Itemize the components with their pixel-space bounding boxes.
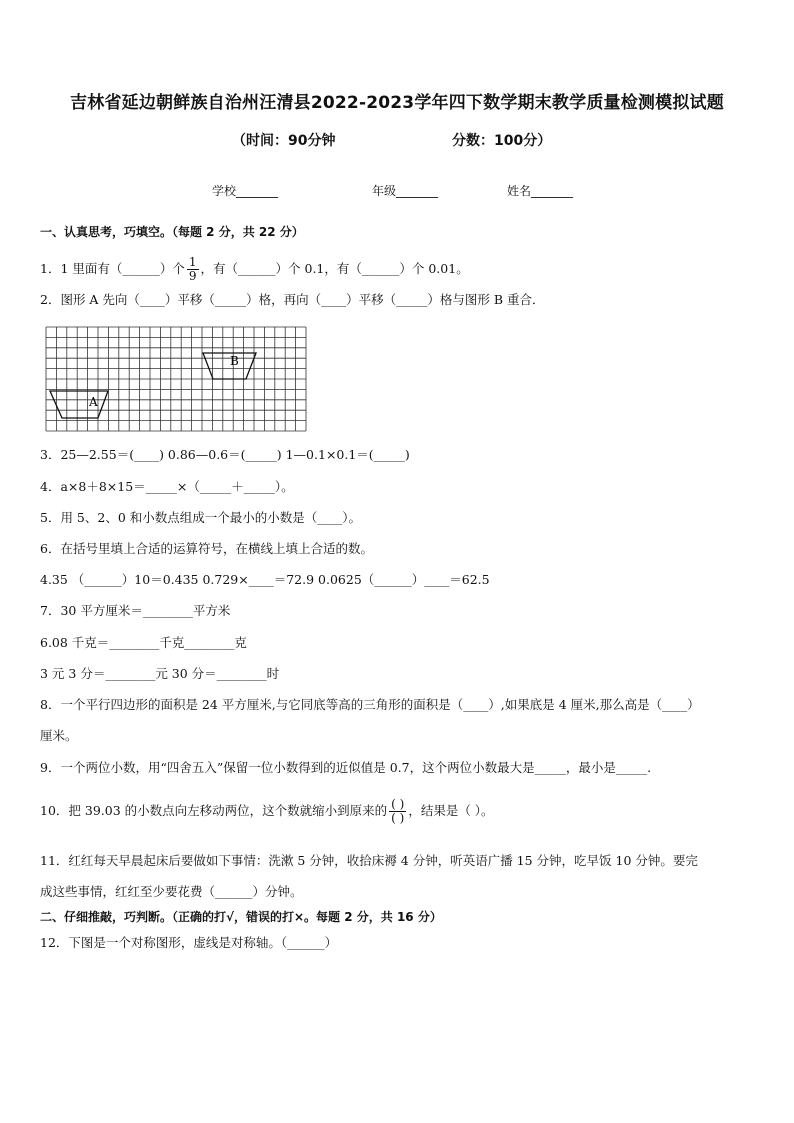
question-7-line-3: 3 元 3 分＝________元 30 分＝________时 [40, 666, 280, 681]
question-12: 12．下图是一个对称图形，虚线是对称轴。（______） [40, 935, 338, 950]
q10-fraction [389, 798, 406, 825]
section-2-heading: 二、仔细推敲，巧判断。（正确的打√，错误的打×。每题 2 分，共 16 分） [40, 910, 442, 924]
shape-a-trapezoid [50, 391, 108, 418]
q10-part-b: ，结果是（ ）。 [408, 803, 494, 818]
q10-part-a: 10．把 39.03 的小数点向左移动两位，这个数就缩小到原来的 [40, 803, 388, 818]
question-8-line-1: 8．一个平行四边形的面积是 24 平方厘米,与它同底等高的三角形的面积是（____）,如果底是 4 厘米,那么高是（____） [40, 697, 700, 712]
shape-a-label: A [89, 395, 98, 409]
q1-fraction-numerator: 1 [188, 255, 197, 269]
grade-field[interactable]: 年级_______ [372, 184, 439, 198]
question-3: 3．25—2.55＝(____) 0.86—0.6＝(_____) 1—0.1×0.1＝(_____) [40, 447, 410, 462]
question-11-line-2: 成这些事情，红红至少要花费（______）分钟。 [40, 884, 303, 899]
question-10 [40, 798, 494, 825]
exam-title: 吉林省延边朝鲜族自治州汪清县2022-2023学年四下数学期末教学质量检测模拟试题 [70, 93, 724, 113]
q1-fraction [187, 256, 199, 283]
q1-part-a: 1．1 里面有（______）个 [40, 261, 185, 276]
grid-lines [46, 327, 306, 431]
name-field[interactable]: 姓名_______ [507, 184, 574, 198]
question-6-equations: 4.35 （______）10＝0.435 0.729×____＝72.9 0.0625（______）____＝62.5 [40, 572, 490, 587]
question-7-line-2: 6.08 千克＝________千克________克 [40, 635, 247, 650]
question-4: 4．a×8＋8×15＝_____×（_____＋_____）。 [40, 479, 294, 494]
school-field[interactable]: 学校_______ [212, 184, 279, 198]
question-7-line-1: 7．30 平方厘米＝________平方米 [40, 603, 231, 618]
q10-fraction-denominator: ( ) [391, 811, 405, 825]
q10-fraction-numerator: ( ) [391, 797, 405, 811]
q1-fraction-denominator: 9 [188, 269, 197, 283]
question-1 [40, 256, 469, 283]
question-2: 2．图形 A 先向（____）平移（_____）格，再向（____）平移（_____）格与图形 B 重合． [40, 292, 545, 307]
exam-score: 分数：100分） [452, 133, 552, 149]
question-8-line-2: 厘米。 [40, 728, 78, 743]
question-9: 9．一个两位小数，用“四舍五入”保留一位小数得到的近似值是 0.7，这个两位小数最大是_____，最小是_____. [40, 760, 652, 775]
exam-time: （时间：90分钟 [232, 133, 336, 149]
section-1-heading: 一、认真思考，巧填空。（每题 2 分，共 22 分） [40, 225, 304, 239]
shape-b-label: B [230, 354, 239, 368]
grid-svg [45, 326, 309, 432]
q1-part-b: ，有（______）个 0.1，有（______）个 0.01。 [200, 261, 469, 276]
question-11-line-1: 11．红红每天早晨起床后要做如下事情：洗漱 5 分钟，收拾床褥 4 分钟，听英语广播 15 分钟，吃早饭 10 分钟。要完 [40, 853, 698, 868]
translation-grid-figure [45, 326, 309, 436]
question-6: 6．在括号里填上合适的运算符号，在横线上填上合适的数。 [40, 541, 373, 556]
question-5: 5．用 5、2、0 和小数点组成一个最小的小数是（____）。 [40, 510, 362, 525]
